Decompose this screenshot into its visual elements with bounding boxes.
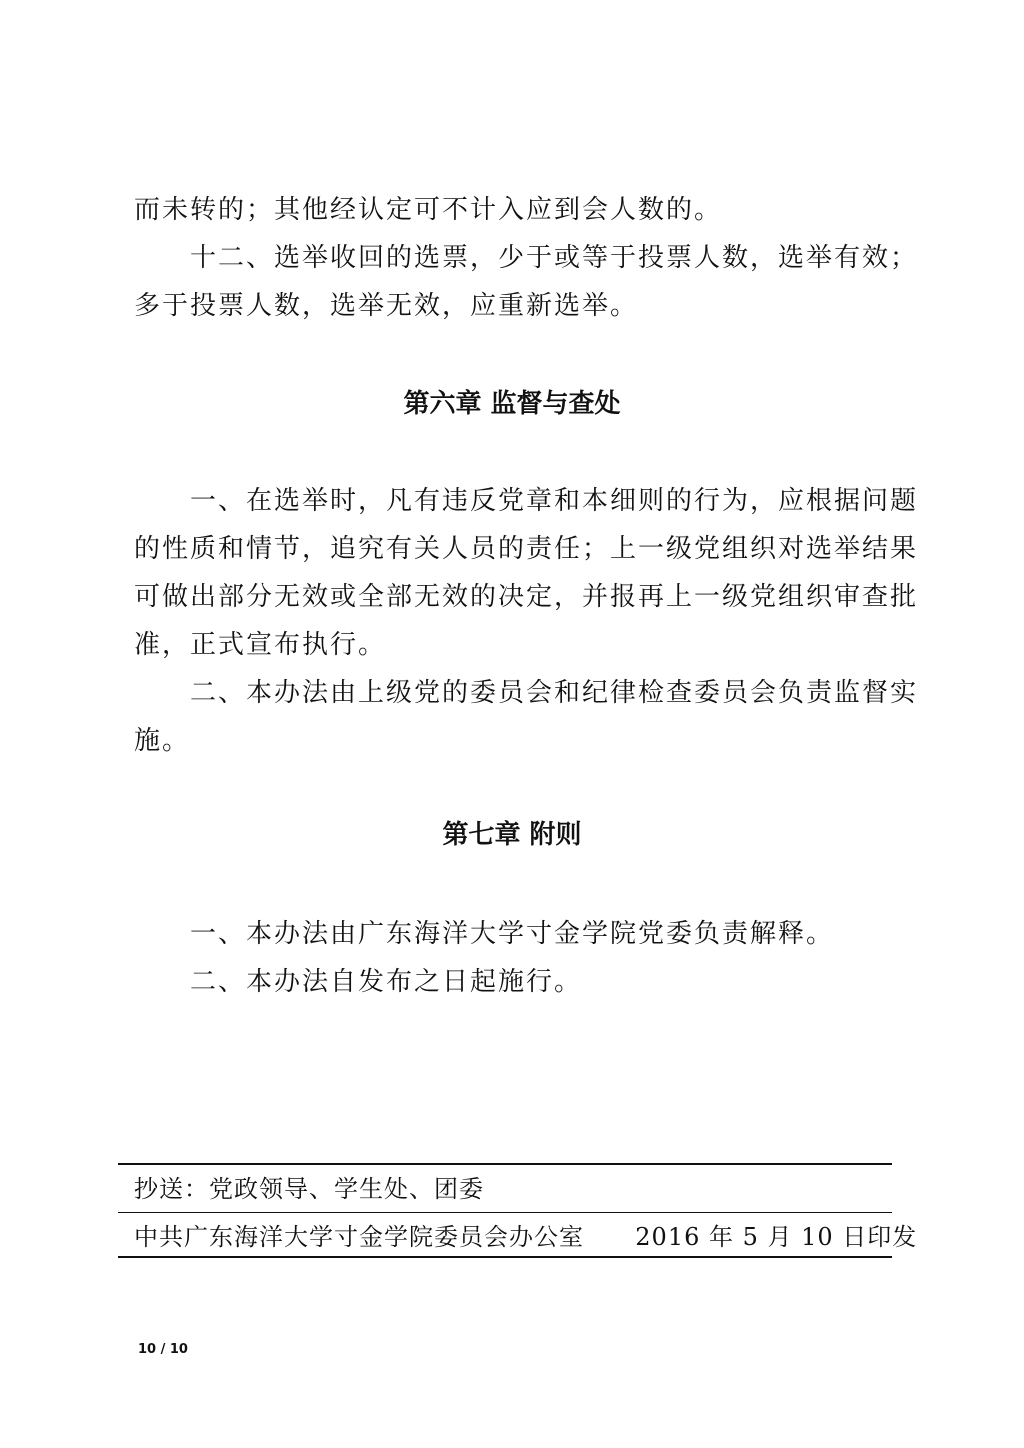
footer-rule-top bbox=[118, 1163, 892, 1165]
paragraph-line: 准，正式宣布执行。 bbox=[134, 630, 387, 660]
paragraph-line: 一、本办法由广东海洋大学寸金学院党委负责解释。 bbox=[190, 919, 835, 949]
issuer-name: 中共广东海洋大学寸金学院委员会办公室 bbox=[134, 1223, 584, 1251]
paragraph-line: 十二、选举收回的选票，少于或等于投票人数，选举有效； bbox=[190, 243, 919, 273]
footer-rule-middle bbox=[118, 1212, 892, 1213]
paragraph-line: 多于投票人数，选举无效，应重新选举。 bbox=[134, 291, 639, 321]
paragraph-line: 可做出部分无效或全部无效的决定，并报再上一级党组织审查批 bbox=[134, 582, 919, 612]
paragraph-line: 的性质和情节，追究有关人员的责任；上一级党组织对选举结果 bbox=[134, 534, 919, 564]
issue-date: 2016 年 5 月 10 日印发 bbox=[635, 1223, 918, 1251]
page-number: 10 / 10 bbox=[138, 1342, 188, 1357]
chapter-heading: 第六章 监督与查处 bbox=[403, 389, 621, 419]
cc-line: 抄送：党政领导、学生处、团委 bbox=[134, 1175, 484, 1203]
footer-rule-bottom bbox=[118, 1256, 892, 1258]
issuer-line bbox=[134, 1222, 918, 1252]
paragraph-line: 而未转的；其他经认定可不计入应到会人数的。 bbox=[134, 195, 723, 225]
paragraph-line: 施。 bbox=[134, 726, 191, 756]
paragraph-line: 二、本办法由上级党的委员会和纪律检查委员会负责监督实 bbox=[190, 678, 919, 708]
paragraph-line: 二、本办法自发布之日起施行。 bbox=[190, 967, 583, 997]
chapter-heading: 第七章 附则 bbox=[442, 820, 582, 850]
paragraph-line: 一、在选举时，凡有违反党章和本细则的行为，应根据问题 bbox=[190, 486, 919, 516]
